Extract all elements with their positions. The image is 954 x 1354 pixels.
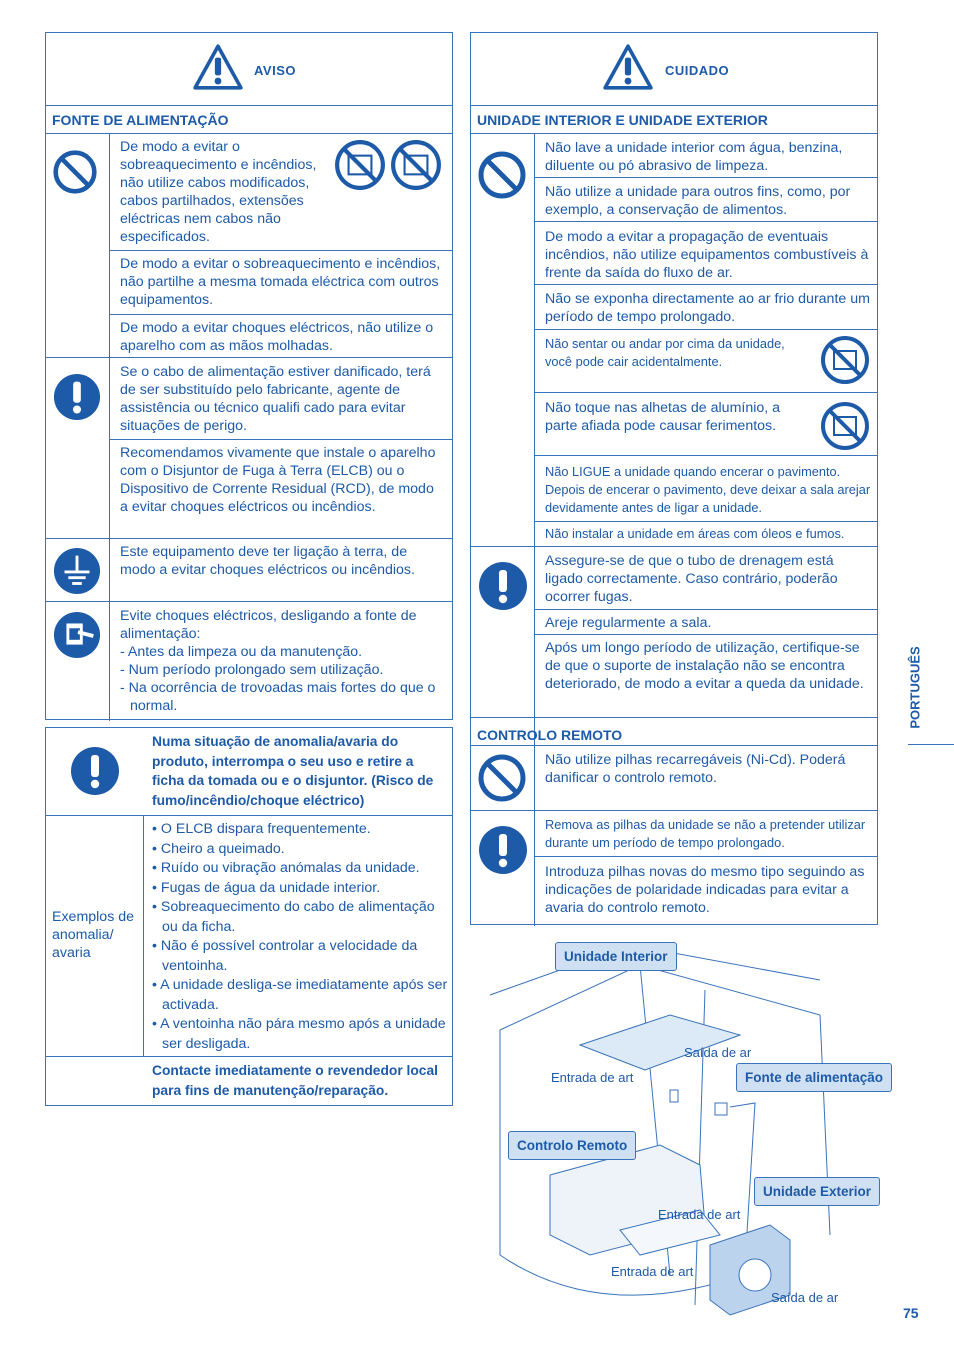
prohibition-icon xyxy=(477,753,527,803)
power-warning-1: De modo a evitar o sobreaquecimento e incêndios, não utilize cabos modificados, cabos partilhados, extensões eléctricas nem cabos não especificados. xyxy=(120,139,317,245)
caution-9: Assegure-se de que o tubo de drenagem está ligado correctamente. Caso contrário, poderão ocorrer fugas. xyxy=(545,553,838,605)
anomaly-example-item: • Não é possível controlar a velocidade da ventoinha. xyxy=(152,938,418,974)
no-modified-cable-icon xyxy=(334,139,386,191)
air-inlet-outdoor-side: Entrada de art xyxy=(611,1264,694,1279)
power-warning-2: De modo a evitar o sobreaquecimento e incêndios, não partilhe a mesma tomada eléctrica com outros equipamentos. xyxy=(120,256,441,308)
anomaly-label: Exemplos de anomalia/ avaria xyxy=(52,909,135,961)
air-outlet-indoor: Saída de ar xyxy=(684,1045,752,1060)
prohibition-icon xyxy=(477,150,527,200)
anomaly-contact: Contacte imediatamente o revendedor local para fins de manutenção/reparação. xyxy=(152,1063,438,1098)
anomaly-example-item: • Cheiro a queimado. xyxy=(152,840,285,857)
power-warning-4: Se o cabo de alimentação estiver danificado, terá de ser substituído pelo fabricante, agente de assistência ou técnico qualifi cado para evitar situações de perigo. xyxy=(120,364,431,434)
unplug-intro: Evite choques eléctricos, desligando a fonte de alimentação: xyxy=(120,608,417,642)
page-number: 75 xyxy=(903,1305,919,1321)
section-title-units: UNIDADE INTERIOR E UNIDADE EXTERIOR xyxy=(477,112,768,128)
language-tab-label: PORTUGUÊS xyxy=(907,646,923,729)
air-inlet-outdoor-top: Entrada de art xyxy=(658,1207,741,1222)
power-warning-5: Recomendamos vivamente que instale o aparelho com o Disjuntor de Fuga à Terra (ELCB) ou o Dispositivo de Corrente Residual (RCD), de modo a evitar choques eléctricos ou incêndios. xyxy=(120,445,436,515)
no-standing-icon xyxy=(820,335,870,385)
remote-caution-3: Introduza pilhas novas do mesmo tipo seguindo as indicações de polaridade indicadas para evitar a avaria do controlo remoto. xyxy=(545,864,865,916)
caution-2: Não utilize a unidade para outros fins, como, por exemplo, a conservação de alimentos. xyxy=(545,184,851,218)
power-warning-3: De modo a evitar choques eléctricos, não utilize o aparelho com as mãos molhadas. xyxy=(120,320,434,354)
anomaly-example-item: • Ruído ou vibração anómalas da unidade. xyxy=(152,860,420,876)
section-title-power: FONTE DE ALIMENTAÇÃO xyxy=(52,112,229,128)
caution-6: Não toque nas alhetas de alumínio, a parte afiada pode causar ferimentos. xyxy=(545,400,781,434)
unplug-icon xyxy=(53,611,101,659)
no-extension-cable-icon xyxy=(390,139,442,191)
anomaly-example-item: • A ventoinha não pára mesmo após a unidade ser desligada. xyxy=(152,1016,446,1052)
warning-title: AVISO xyxy=(254,63,296,78)
caution-5: Não sentar ou andar por cima da unidade, você pode cair acidentalmente. xyxy=(545,336,785,369)
caution-10: Areje regularmente a sala. xyxy=(545,615,712,631)
remote-control-label: Controlo Remoto xyxy=(508,1131,636,1160)
power-supply-label: Fonte de alimentação xyxy=(736,1063,892,1092)
remote-caution-2: Remova as pilhas da unidade se não a pretender utilizar durante um período de tempo prolongado. xyxy=(545,817,866,850)
mandatory-icon xyxy=(478,561,528,611)
power-warning-6: Este equipamento deve ter ligação à terra, de modo a evitar choques eléctricos ou incêndios. xyxy=(120,544,415,578)
caution-3: De modo a evitar a propagação de eventuais incêndios, não utilize equipamentos combustíveis à frente da saída do fluxo de ar. xyxy=(545,229,869,281)
anomaly-example-item: • Sobreaquecimento do cabo de alimentação ou da ficha. xyxy=(152,899,435,935)
anomaly-instruction: Numa situação de anomalia/avaria do produto, interrompa o seu uso e retire a ficha da tomada ou e o disjuntor. (Risco de fumo/incêndio/choque eléctrico) xyxy=(152,734,434,808)
caution-box xyxy=(470,32,878,925)
air-inlet-indoor: Entrada de art xyxy=(551,1070,634,1085)
language-tab xyxy=(908,640,954,745)
caution-title: CUIDADO xyxy=(665,63,730,78)
mandatory-icon xyxy=(70,746,120,796)
anomaly-box xyxy=(45,727,453,1106)
outdoor-unit-label: Unidade Exterior xyxy=(754,1177,880,1206)
caution-1: Não lave a unidade interior com água, benzina, diluente ou pó abrasivo de limpeza. xyxy=(545,140,843,174)
air-outlet-outdoor: Saída de ar xyxy=(771,1290,839,1305)
caution-header xyxy=(471,33,877,106)
anomaly-example-item: • A unidade desliga-se imediatamente após ser activada. xyxy=(152,977,448,1013)
unplug-list xyxy=(120,643,446,715)
mandatory-icon xyxy=(53,373,101,421)
prohibition-icon xyxy=(52,149,98,195)
warning-box xyxy=(45,32,453,720)
power-warning-7 xyxy=(120,607,446,715)
caution-7: Não LIGUE a unidade quando encerar o pavimento. Depois de encerar o pavimento, deve deixar a sala arejar devidamente antes de ligar a unidade. xyxy=(545,464,871,515)
no-touch-fins-icon xyxy=(820,401,870,451)
section-title-remote: CONTROLO REMOTO xyxy=(477,727,623,743)
caution-8: Não instalar a unidade em áreas com óleos e fumos. xyxy=(545,526,845,541)
remote-caution-1: Não utilize pilhas recarregáveis (Ni-Cd). Poderá danificar o controlo remoto. xyxy=(545,752,846,786)
caution-4: Não se exponha directamente ao ar frio durante um período de tempo prolongado. xyxy=(545,291,870,325)
anomaly-example-item: • Fugas de água da unidade interior. xyxy=(152,879,381,896)
warning-triangle-icon xyxy=(192,43,244,91)
earth-ground-icon xyxy=(53,547,101,595)
anomaly-example-item: • O ELCB dispara frequentemente. xyxy=(152,821,371,837)
unplug-list-item: - Na ocorrência de trovoadas mais fortes do que o normal. xyxy=(120,680,436,714)
anomaly-examples xyxy=(152,820,448,1054)
caution-triangle-icon xyxy=(602,43,654,91)
indoor-unit-label: Unidade Interior xyxy=(555,942,677,971)
unplug-list-item: - Antes da limpeza ou da manutenção. xyxy=(120,644,363,660)
caution-11: Após um longo período de utilização, certifique-se de que o suporte de instalação não se encontra deteriorado, de modo a evitar a queda da unidade. xyxy=(545,640,864,692)
mandatory-icon xyxy=(478,825,528,875)
unplug-list-item: - Num período prolongado sem utilização. xyxy=(120,662,384,678)
warning-header xyxy=(46,33,452,106)
